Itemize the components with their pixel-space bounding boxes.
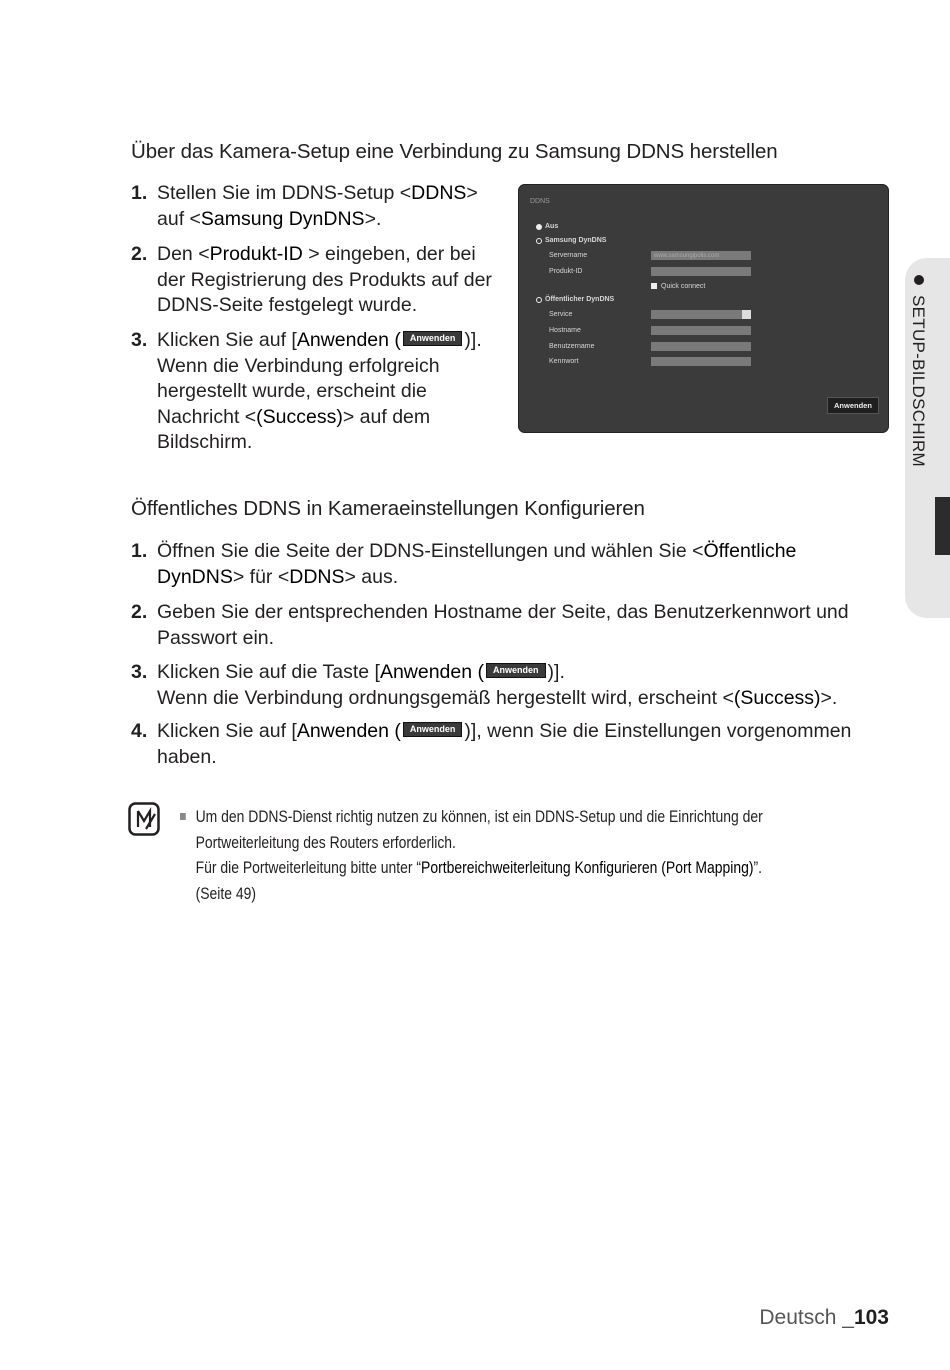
checkbox-icon (651, 283, 657, 289)
note-bullet-icon (180, 813, 186, 820)
chapter-tab-marker (935, 497, 950, 555)
username-field (651, 342, 751, 351)
produktid-field (651, 267, 751, 276)
chevron-down-icon (742, 310, 751, 319)
ddns-title: DDNS (530, 198, 550, 205)
apply-button: Anwenden (827, 397, 879, 414)
servername-field: www.samsungipolis.com (651, 251, 751, 260)
anwenden-button-image: Anwenden (486, 663, 546, 678)
radio-public-icon (536, 297, 542, 303)
hostname-field (651, 326, 751, 335)
note-text: Um den DDNS-Dienst richtig nutzen zu können, ist ein DDNS-Setup und die Einrichtung der Portweiterleitung des Routers erforderlich. Für die Portweiterleitung bitte unter “Portbereichweiterleitung Konfigurieren (Port Mapping)”. (Seite 49) (180, 804, 763, 906)
bullet-icon (914, 275, 924, 285)
service-select (651, 310, 751, 319)
radio-samsung-icon (536, 238, 542, 244)
page-number: 103 (853, 1306, 889, 1329)
anwenden-button-image: Anwenden (403, 331, 463, 346)
section2-heading: Öffentliches DDNS in Kameraeinstellungen Konfigurieren (131, 497, 645, 520)
password-field (651, 357, 751, 366)
section1-heading: Über das Kamera-Setup eine Verbindung zu Samsung DDNS herstellen (131, 140, 778, 163)
anwenden-button-image: Anwenden (403, 722, 463, 737)
section2-steps: 1. Öffnen Sie die Seite der DDNS-Einstellungen und wählen Sie <Öffentliche DynDNS> für <DDNS> aus. 2. Geben Sie der entsprechenden Hostname der Seite, das Benutzerkennwort und Passwort ein. 3. Klicken Sie auf die Taste [Anwenden ( Anwenden )]. Wenn die Verbindung ordnungsgemäß hergestellt wird, erscheint <(Success)>. 4. Klicken Sie auf [Anwenden ( Anwenden )], wenn Sie die Einstellungen vorgenommen haben. (131, 540, 852, 768)
section1-steps: 1. Stellen Sie im DDNS-Setup <DDNS> auf <Samsung DynDNS>. 2. Den <Produkt-ID > eingeben, der bei der Registrierung des Produkts auf der DDNS-Seite festgelegt wurde. 3. Klicken Sie auf [Anwenden ( Anwenden )]. Wenn die Verbindung erfolgreich hergestellt wurde, erscheint die Nachricht <(Success)> auf dem Bildschirm. (131, 182, 492, 453)
ddns-settings-screenshot: DDNS Aus Samsung DynDNS Servername www.samsungipolis.com Produkt-ID Quick connect Öffentlicher DynDNS Service Hostname Benutzername Kennwort Anwenden (518, 184, 889, 433)
radio-off-icon (536, 224, 542, 230)
page-footer: Deutsch _103 (759, 1306, 889, 1329)
note-icon (128, 802, 160, 836)
chapter-tab-label: SETUP-BILDSCHIRM (898, 275, 938, 495)
